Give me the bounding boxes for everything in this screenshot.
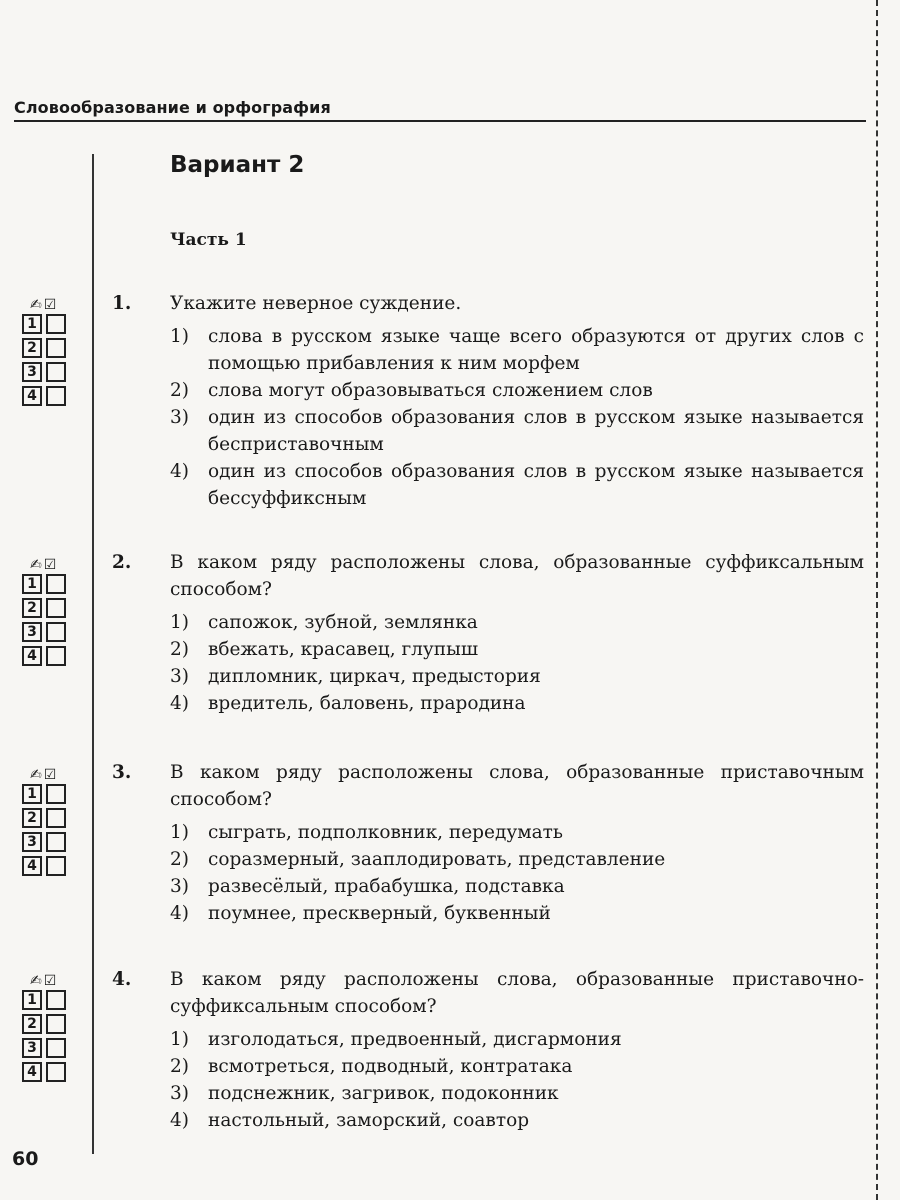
option-text: один из способов образования слов в русском языке называется бессуффиксным xyxy=(208,461,864,509)
option-item xyxy=(170,690,864,717)
option-number: 4) xyxy=(170,903,189,924)
question-4 xyxy=(112,966,864,1134)
answer-number: 1 xyxy=(22,574,42,594)
option-item xyxy=(170,846,864,873)
option-number: 2) xyxy=(170,639,189,660)
option-item xyxy=(170,404,864,458)
option-item xyxy=(170,377,864,404)
answer-number: 1 xyxy=(22,990,42,1010)
option-text: подснежник, загривок, подоконник xyxy=(208,1083,559,1104)
option-number: 4) xyxy=(170,461,189,482)
option-text: сапожок, зубной, землянка xyxy=(208,612,478,633)
section-header-title: Словообразование и орфография xyxy=(14,98,331,117)
answer-box-q4 xyxy=(22,972,66,1086)
answer-cell[interactable] xyxy=(46,1014,66,1034)
answer-cell[interactable] xyxy=(46,574,66,594)
option-number: 3) xyxy=(170,407,189,428)
option-item xyxy=(170,1107,864,1134)
option-number: 4) xyxy=(170,693,189,714)
checkbox-icon: ☑ xyxy=(43,557,59,573)
answer-cell[interactable] xyxy=(46,362,66,382)
answer-box-q3 xyxy=(22,766,66,880)
answer-cell[interactable] xyxy=(46,646,66,666)
answer-cell[interactable] xyxy=(46,622,66,642)
answer-number: 4 xyxy=(22,1062,42,1082)
option-item xyxy=(170,819,864,846)
margin-rule xyxy=(92,154,94,1154)
option-number: 3) xyxy=(170,1083,189,1104)
question-1 xyxy=(112,290,864,512)
checkbox-icon: ☑ xyxy=(43,973,59,989)
answer-number: 3 xyxy=(22,1038,42,1058)
option-item xyxy=(170,458,864,512)
answer-cell[interactable] xyxy=(46,314,66,334)
option-text: всмотреться, подводный, контратака xyxy=(208,1056,573,1077)
answer-cell[interactable] xyxy=(46,784,66,804)
answer-cell[interactable] xyxy=(46,338,66,358)
option-list xyxy=(112,819,864,927)
variant-title: Вариант 2 xyxy=(170,152,305,178)
answer-cell[interactable] xyxy=(46,990,66,1010)
option-item xyxy=(170,1080,864,1107)
question-text: В каком ряду расположены слова, образованные приставочно-суффиксальным способом? xyxy=(170,969,864,1017)
option-item xyxy=(170,1053,864,1080)
part-title: Часть 1 xyxy=(170,230,247,250)
option-item xyxy=(170,1026,864,1053)
option-number: 3) xyxy=(170,666,189,687)
question-number: 1. xyxy=(112,293,132,314)
option-text: вредитель, баловень, прародина xyxy=(208,693,526,714)
option-number: 4) xyxy=(170,1110,189,1131)
header-rule xyxy=(14,120,866,122)
answer-number: 4 xyxy=(22,646,42,666)
answer-number: 2 xyxy=(22,808,42,828)
question-number: 4. xyxy=(112,969,132,990)
cut-line xyxy=(876,0,878,1200)
question-text: Укажите неверное суждение. xyxy=(170,293,462,314)
option-item xyxy=(170,609,864,636)
option-text: слова в русском языке чаще всего образуются от других слов с помощью прибавления к ним морфем xyxy=(208,326,864,374)
option-text: изголодаться, предвоенный, дисгармония xyxy=(208,1029,622,1050)
answer-number: 3 xyxy=(22,832,42,852)
option-text: вбежать, красавец, глупыш xyxy=(208,639,479,660)
pen-icon: ✍ xyxy=(30,557,44,573)
answer-cell[interactable] xyxy=(46,856,66,876)
option-text: дипломник, циркач, предыстория xyxy=(208,666,541,687)
answer-cell[interactable] xyxy=(46,832,66,852)
option-list xyxy=(112,1026,864,1134)
option-number: 1) xyxy=(170,612,189,633)
answer-number: 1 xyxy=(22,784,42,804)
answer-cell[interactable] xyxy=(46,1062,66,1082)
answer-cell[interactable] xyxy=(46,1038,66,1058)
answer-cell[interactable] xyxy=(46,598,66,618)
option-number: 1) xyxy=(170,326,189,347)
question-text: В каком ряду расположены слова, образованные суффиксальным способом? xyxy=(170,552,864,600)
option-number: 2) xyxy=(170,849,189,870)
option-number: 3) xyxy=(170,876,189,897)
option-item xyxy=(170,873,864,900)
option-item xyxy=(170,663,864,690)
answer-cell[interactable] xyxy=(46,386,66,406)
option-number: 2) xyxy=(170,1056,189,1077)
option-text: соразмерный, зааплодировать, представление xyxy=(208,849,666,870)
answer-number: 4 xyxy=(22,856,42,876)
answer-number: 2 xyxy=(22,1014,42,1034)
option-text: сыграть, подполковник, передумать xyxy=(208,822,563,843)
page-number: 60 xyxy=(12,1148,39,1170)
option-text: слова могут образовываться сложением слов xyxy=(208,380,653,401)
answer-number: 1 xyxy=(22,314,42,334)
option-item xyxy=(170,323,864,377)
pen-icon: ✍ xyxy=(30,297,44,313)
question-number: 3. xyxy=(112,762,132,783)
option-text: один из способов образования слов в русском языке называется бесприставочным xyxy=(208,407,864,455)
answer-box-q1 xyxy=(22,296,66,410)
answer-box-q2 xyxy=(22,556,66,670)
answer-number: 4 xyxy=(22,386,42,406)
answer-number: 2 xyxy=(22,598,42,618)
pen-icon: ✍ xyxy=(30,973,44,989)
option-number: 2) xyxy=(170,380,189,401)
option-item xyxy=(170,900,864,927)
option-text: настольный, заморский, соавтор xyxy=(208,1110,530,1131)
option-text: поумнее, прескверный, буквенный xyxy=(208,903,551,924)
option-text: развесёлый, прабабушка, подставка xyxy=(208,876,565,897)
option-list xyxy=(112,323,864,512)
answer-number: 3 xyxy=(22,622,42,642)
checkbox-icon: ☑ xyxy=(43,767,59,783)
question-3 xyxy=(112,759,864,927)
option-number: 1) xyxy=(170,822,189,843)
option-item xyxy=(170,636,864,663)
option-number: 1) xyxy=(170,1029,189,1050)
answer-cell[interactable] xyxy=(46,808,66,828)
pen-icon: ✍ xyxy=(30,767,44,783)
question-2 xyxy=(112,549,864,717)
answer-number: 2 xyxy=(22,338,42,358)
checkbox-icon: ☑ xyxy=(43,297,59,313)
option-list xyxy=(112,609,864,717)
question-text: В каком ряду расположены слова, образованные приставочным способом? xyxy=(170,762,864,810)
question-number: 2. xyxy=(112,552,132,573)
answer-number: 3 xyxy=(22,362,42,382)
